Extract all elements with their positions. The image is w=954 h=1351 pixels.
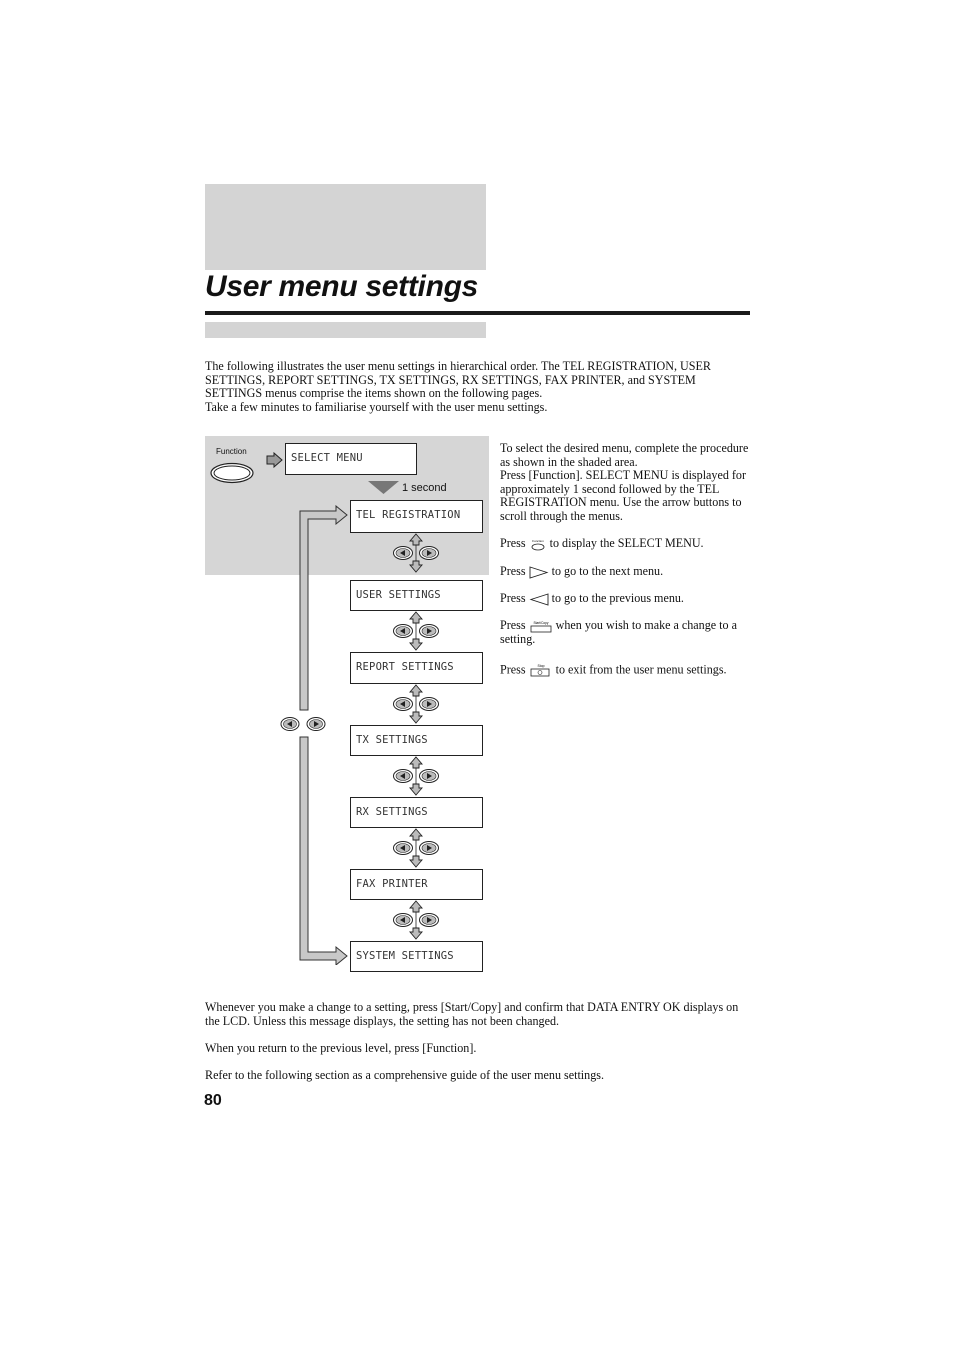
instructions-intro-text: To select the desired menu, complete the procedure as shown in the shaded area. — [500, 441, 749, 469]
instruction-next: Press to go to the next menu. — [500, 564, 664, 578]
intro-text: The following illustrates the user menu settings in hierarchical order. The TEL REGISTRATION, USER SETTINGS, REPORT SETTINGS, TX SETTINGS, RX SETTINGS, FAX PRINTER, and SYSTEM SETTINGS menus comprise the items shown on the following pages. — [205, 359, 711, 401]
instructions-detail-text: Press [Function]. SELECT MENU is displayed for approximately 1 second followed by the TEL REGISTRATION menu. Use the arrow buttons to scroll through the menus. — [500, 468, 747, 523]
instruction-function: Press Function to display the SELECT MENU. — [500, 536, 704, 550]
arrow-right-icon — [266, 452, 283, 468]
menu-nav-connector — [386, 756, 446, 796]
menu-nav-connector — [386, 684, 446, 724]
footer-paragraph-3: Refer to the following section as a comprehensive guide of the user menu settings. — [205, 1068, 604, 1082]
lcd-user-settings: USER SETTINGS — [350, 580, 483, 611]
lcd-select-menu: SELECT MENU — [285, 443, 417, 475]
menu-nav-connector — [386, 900, 446, 940]
function-label: Function — [216, 447, 247, 456]
stop-key-icon — [529, 663, 553, 678]
intro-text-2: Take a few minutes to familiarise yourself with the user menu settings. — [205, 399, 548, 414]
menu-nav-connector — [386, 828, 446, 868]
loop-connector — [278, 505, 350, 965]
title-rule — [205, 311, 750, 315]
footer-paragraph-2: When you return to the previous level, press [Function]. — [205, 1041, 477, 1055]
menu-nav-connector — [386, 533, 446, 573]
lcd-system-settings: SYSTEM SETTINGS — [350, 941, 483, 972]
down-triangle-icon — [368, 481, 399, 494]
one-second-label: 1 second — [402, 482, 447, 494]
lcd-rx-settings: RX SETTINGS — [350, 797, 483, 828]
instruction-stop: Press Stop to exit from the user menu settings. — [500, 662, 727, 677]
prev-arrow-icon — [529, 593, 549, 606]
sub-band — [205, 322, 486, 338]
function-button-icon — [210, 462, 254, 484]
svg-text:Function: Function — [531, 538, 544, 543]
header-band — [205, 184, 486, 270]
intro-paragraph — [205, 360, 750, 414]
instruction-start-copy: Press Start/Copy when you wish to make a change to a setting. — [500, 618, 737, 646]
next-arrow-icon — [529, 566, 549, 579]
lcd-tel-registration: TEL REGISTRATION — [350, 500, 483, 533]
menu-nav-connector — [386, 611, 446, 651]
instructions-intro — [500, 442, 750, 524]
svg-text:Start/Copy: Start/Copy — [533, 620, 549, 625]
page-title: User menu settings — [205, 270, 479, 303]
function-key-icon — [529, 538, 547, 551]
lcd-report-settings: REPORT SETTINGS — [350, 652, 483, 684]
page-number: 80 — [204, 1092, 222, 1109]
loop-arrow-buttons-icon — [281, 718, 325, 731]
lcd-fax-printer: FAX PRINTER — [350, 869, 483, 900]
footer-paragraph-1: Whenever you make a change to a setting, press [Start/Copy] and confirm that DATA ENTRY OK displays on the LCD. Unless this message displays, the setting has not been changed. — [205, 1000, 739, 1028]
svg-text:Stop: Stop — [537, 664, 545, 668]
lcd-tx-settings: TX SETTINGS — [350, 725, 483, 756]
instruction-prev: Press to go to the previous menu. — [500, 591, 684, 605]
